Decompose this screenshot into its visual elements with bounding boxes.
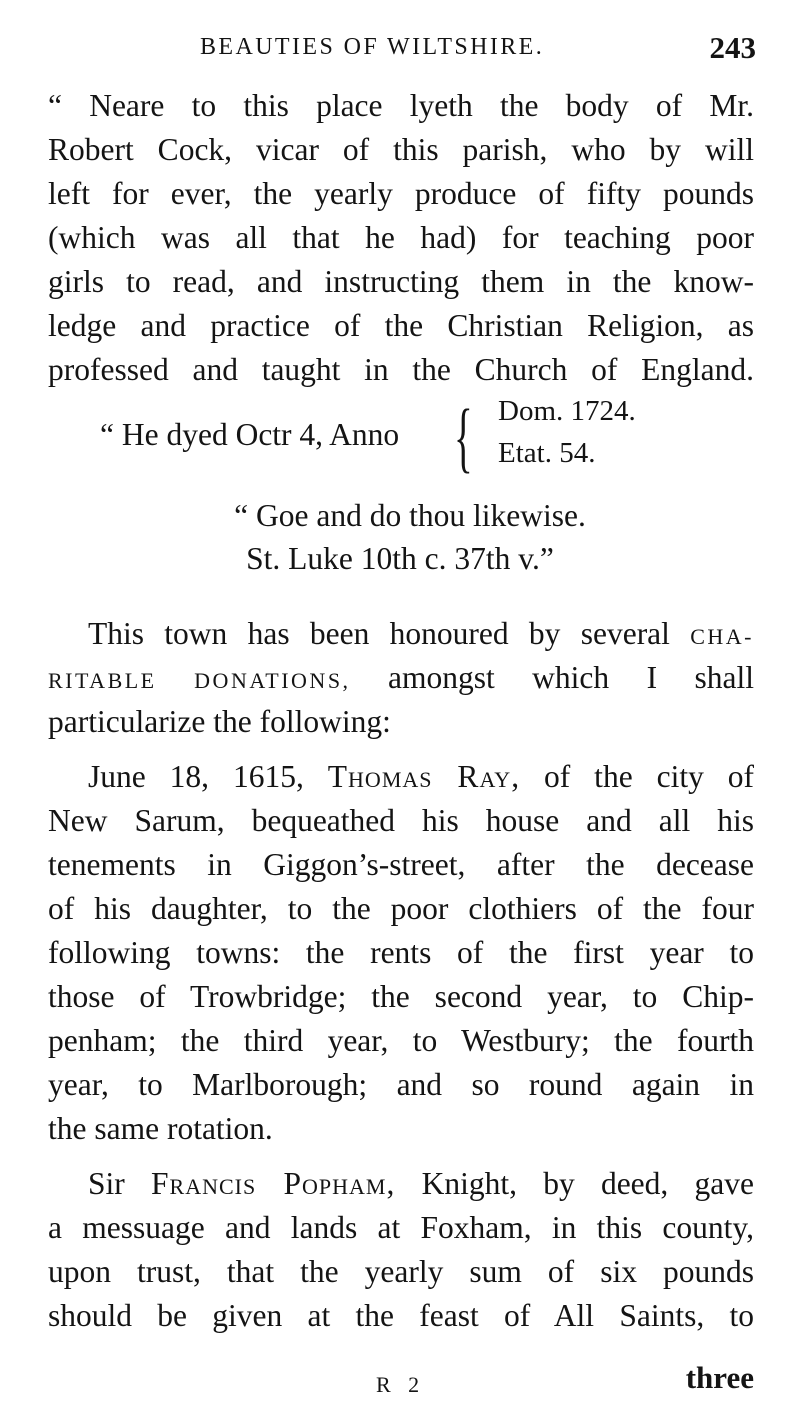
- ray-line-5: following towns: the rents of the first year to: [48, 935, 754, 970]
- ray-line-8: year, to Marlborough; and so round again in: [48, 1067, 754, 1102]
- inscription-line-3: left for ever, the yearly produce of fifty pounds: [48, 176, 754, 211]
- ray-line-7: penham; the third year, to Westbury; the fourth: [48, 1023, 754, 1058]
- ray-line-3: tenements in Giggon’s-street, after the decease: [48, 847, 754, 882]
- ray-line-1-date: June 18, 1615,: [88, 759, 304, 794]
- intro-line-1: [88, 612, 754, 656]
- death-date-line: “ He dyed Octr 4, Anno: [100, 417, 400, 452]
- anno-aetatis: Etat. 54.: [498, 437, 596, 469]
- curly-brace: {: [454, 393, 473, 480]
- ray-line-1: [88, 755, 754, 799]
- ray-name: Thomas Ray,: [327, 759, 521, 794]
- popham-line-2: a messuage and lands at Foxham, in this county,: [48, 1210, 754, 1245]
- inscription-line-7: professed and taught in the Church of England.: [48, 352, 754, 387]
- intro-line-1-text: This town has been honoured by several: [88, 616, 670, 651]
- popham-line-1-text: Knight, by deed, gave: [421, 1166, 754, 1201]
- page-number: 243: [709, 30, 756, 65]
- ray-line-6: those of Trowbridge; the second year, to Chip-: [48, 979, 754, 1014]
- inscription-line-1: “ Neare to this place lyeth the body of Mr.: [48, 88, 754, 123]
- inscription-line-4: (which was all that he had) for teaching poor: [48, 220, 754, 255]
- popham-line-1-title: Sir: [88, 1166, 125, 1201]
- catchword: three: [685, 1360, 754, 1395]
- intro-line-2: [48, 656, 754, 700]
- inscription-line-6: ledge and practice of the Christian Religion, as: [48, 308, 754, 343]
- popham-line-3: upon trust, that the yearly sum of six pounds: [48, 1254, 754, 1289]
- intro-line-1-smallcaps: CHA-: [690, 624, 755, 649]
- popham-name: Francis Popham,: [151, 1166, 396, 1201]
- ray-line-1-text: of the city of: [544, 759, 755, 794]
- page-header: [0, 30, 800, 70]
- ray-line-2: New Sarum, bequeathed his house and all his: [48, 803, 754, 838]
- intro-line-3: particularize the following:: [48, 704, 391, 739]
- intro-line-2-text: amongst which I shall: [388, 660, 754, 695]
- inscription-line-5: girls to read, and instructing them in the know-: [48, 264, 754, 299]
- anno-domini: Dom. 1724.: [498, 395, 636, 427]
- ray-line-9: the same rotation.: [48, 1111, 273, 1146]
- signature-mark: R 2: [376, 1372, 426, 1397]
- epitaph-date-block: [100, 395, 700, 485]
- popham-line-4: should be given at the feast of All Saints, to: [48, 1298, 754, 1333]
- scripture-quote: “ Goe and do thou likewise.: [234, 498, 586, 533]
- popham-line-1: [88, 1162, 754, 1206]
- inscription-line-2: Robert Cock, vicar of this parish, who by will: [48, 132, 754, 167]
- ray-line-4: of his daughter, to the poor clothiers of the four: [48, 891, 754, 926]
- scripture-citation: St. Luke 10th c. 37th v.”: [246, 541, 554, 576]
- intro-line-2-smallcaps: RITABLE DONATIONS,: [48, 668, 351, 693]
- running-title: BEAUTIES OF WILTSHIRE.: [200, 34, 545, 60]
